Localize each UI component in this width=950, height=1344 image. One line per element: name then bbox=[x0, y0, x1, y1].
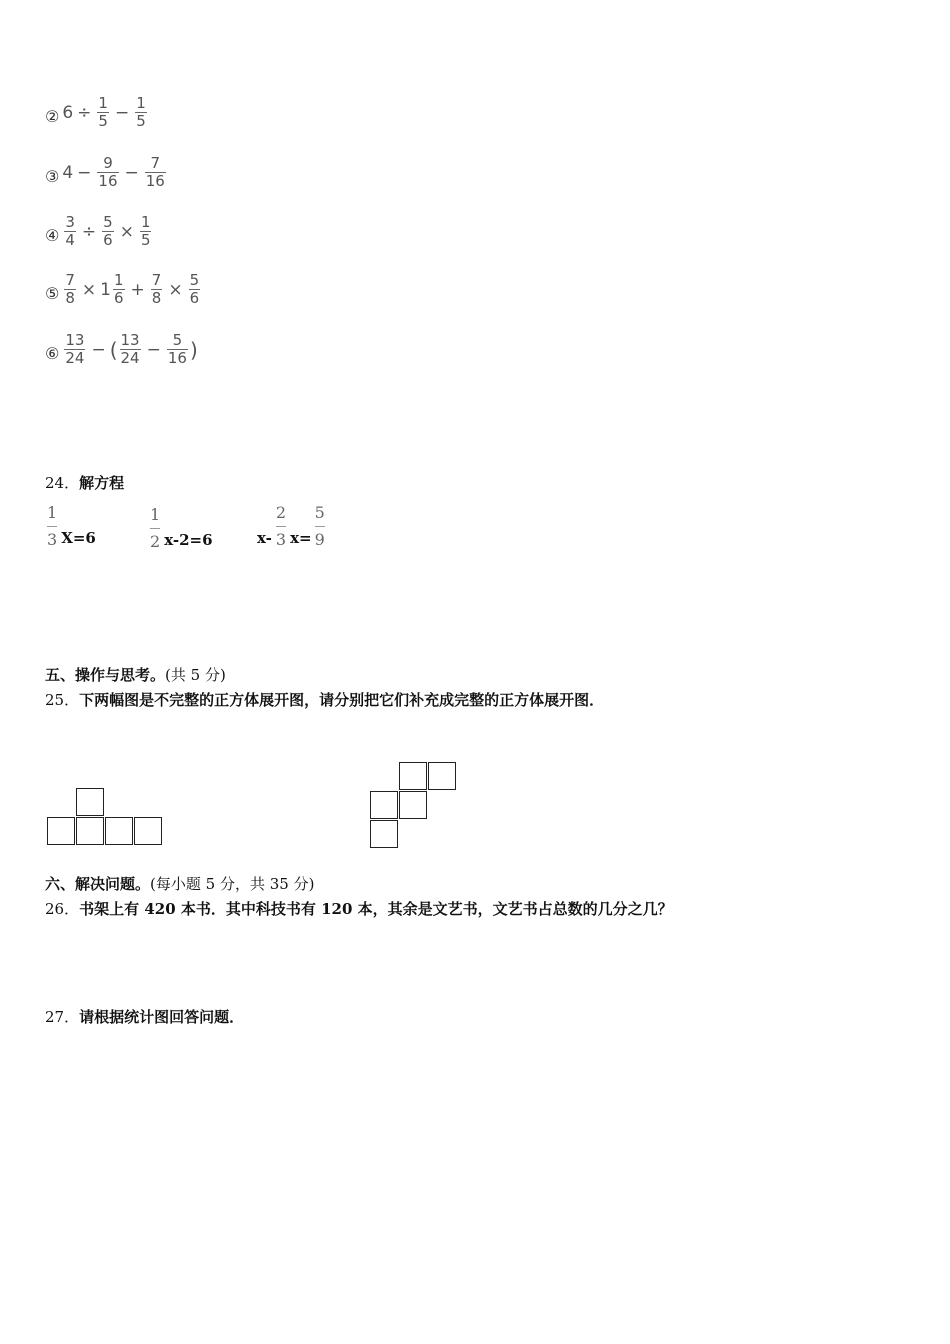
equation-text: x-2=6 bbox=[164, 531, 213, 549]
fraction: $\frac{7}{8}$ bbox=[151, 271, 162, 307]
section-heading-6: 六、解决问题。(每小题 5 分，共 35 分) bbox=[45, 875, 315, 893]
net-square bbox=[399, 762, 427, 790]
fraction: $\frac{7}{16}$ bbox=[145, 154, 165, 190]
net-square bbox=[134, 817, 162, 845]
item-marker: ② bbox=[45, 107, 60, 126]
operator: × bbox=[119, 221, 134, 242]
net-square bbox=[76, 817, 104, 845]
fraction: $\frac{13}{24}$ bbox=[65, 331, 85, 367]
fraction: $\frac{5}{6}$ bbox=[189, 271, 200, 307]
question-text: 请根据统计图回答问题． bbox=[79, 1008, 245, 1026]
item-marker: ④ bbox=[45, 226, 60, 245]
equation-3 bbox=[257, 505, 329, 548]
equation-1 bbox=[47, 505, 96, 548]
fraction: 1 2 bbox=[150, 505, 161, 551]
net-square bbox=[370, 820, 398, 848]
question-text: 解方程 bbox=[79, 474, 125, 492]
equation-text: X=6 bbox=[61, 529, 96, 547]
right-paren: ) bbox=[189, 337, 198, 362]
number: 6 bbox=[62, 102, 74, 123]
equation-2 bbox=[150, 507, 213, 550]
expression-2 bbox=[45, 96, 149, 129]
equation-text: x= bbox=[290, 529, 312, 547]
fraction: $\frac{9}{16}$ bbox=[98, 154, 118, 190]
net-square bbox=[370, 791, 398, 819]
equations-row bbox=[45, 505, 445, 555]
operator: − bbox=[146, 339, 161, 360]
number: 4 bbox=[62, 162, 74, 183]
question-25 bbox=[45, 689, 604, 710]
question-number: 24． bbox=[45, 474, 80, 492]
expression-6 bbox=[45, 333, 198, 366]
question-text: 书架上有 420 本书．其中科技书有 120 本，其余是文艺书，文艺书占总数的几分之几？ bbox=[79, 900, 673, 918]
fraction: 1 3 bbox=[47, 503, 58, 549]
section-heading-5: 五、操作与思考。(共 5 分) bbox=[45, 666, 226, 684]
question-number: 27． bbox=[45, 1008, 80, 1026]
question-number: 25． bbox=[45, 691, 80, 709]
operator: × bbox=[168, 279, 183, 300]
operator: ÷ bbox=[81, 221, 97, 242]
fraction: $\frac{5}{9}$ bbox=[314, 503, 325, 549]
net-square bbox=[76, 788, 104, 816]
operator: ÷ bbox=[77, 102, 92, 123]
question-text: 下两幅图是不完整的正方体展开图，请分别把它们补充成完整的正方体展开图． bbox=[79, 691, 605, 709]
operator: − bbox=[114, 102, 130, 123]
fraction: $\frac{1}{5}$ bbox=[140, 213, 151, 249]
fraction: $\frac{13}{24}$ bbox=[120, 331, 140, 367]
mixed-whole: 1 bbox=[100, 279, 111, 300]
item-marker: ⑥ bbox=[45, 344, 60, 363]
fraction: $\frac{1}{5}$ bbox=[136, 94, 146, 130]
fraction: $\frac{5}{16}$ bbox=[167, 331, 187, 367]
item-marker: ⑤ bbox=[45, 284, 60, 303]
fraction: $\frac{5}{6}$ bbox=[103, 213, 113, 249]
equation-text: x- bbox=[257, 529, 272, 547]
expression-3 bbox=[45, 156, 168, 189]
cube-net-figure-1 bbox=[47, 788, 167, 850]
question-number: 26． bbox=[45, 900, 80, 918]
fraction: $\frac{7}{8}$ bbox=[65, 271, 75, 307]
net-square bbox=[399, 791, 427, 819]
operator: − bbox=[91, 339, 106, 360]
net-square bbox=[47, 817, 75, 845]
operator: + bbox=[130, 279, 145, 300]
fraction: $\frac{1}{6}$ bbox=[113, 271, 124, 307]
question-26 bbox=[45, 898, 673, 919]
item-marker: ③ bbox=[45, 167, 60, 186]
fraction: $\frac{3}{4}$ bbox=[65, 213, 75, 249]
question-24 bbox=[45, 472, 124, 493]
question-27 bbox=[45, 1006, 244, 1027]
operator: × bbox=[81, 279, 97, 300]
fraction: 2 3 bbox=[275, 503, 287, 549]
operator: − bbox=[124, 162, 139, 183]
net-square bbox=[105, 817, 133, 845]
fraction: $\frac{1}{5}$ bbox=[98, 94, 108, 130]
operator: − bbox=[77, 162, 92, 183]
net-square bbox=[428, 762, 456, 790]
expression-5 bbox=[45, 273, 202, 306]
cube-net-figure-2 bbox=[370, 762, 462, 854]
expression-4 bbox=[45, 215, 153, 248]
left-paren: ( bbox=[109, 337, 118, 362]
